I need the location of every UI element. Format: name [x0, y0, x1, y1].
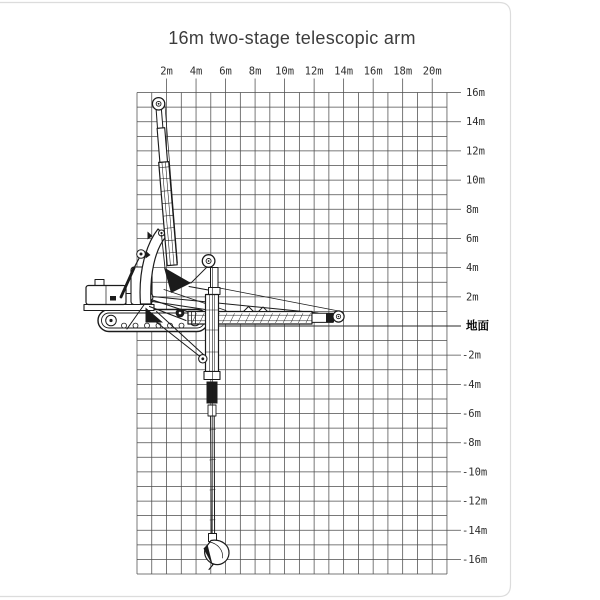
y-axis-label: -12m [461, 495, 488, 508]
engine-vent [110, 296, 116, 301]
y-axis-label: -8m [461, 437, 481, 450]
x-axis-label: 6m [219, 65, 232, 78]
y-axis-label: 10m [465, 174, 485, 187]
x-axis-label: 8m [248, 65, 262, 78]
y-axis-label: 12m [465, 145, 485, 158]
x-axis-label: 18m [393, 65, 413, 78]
y-axis-label: -6m [461, 408, 481, 421]
x-axis-label: 4m [189, 65, 203, 78]
x-axis-label: 10m [275, 65, 295, 78]
boom-raised [121, 229, 166, 304]
y-axis-label: 8m [465, 203, 479, 216]
y-axis-label: -2m [461, 349, 481, 362]
y-axis-label: 14m [465, 116, 485, 129]
page-title: 16m two-stage telescopic arm [168, 28, 416, 48]
y-axis-label: -10m [461, 466, 488, 479]
y-axis-label: 6m [465, 232, 479, 245]
ground-label: 地面 [465, 318, 489, 333]
x-axis-label: 14m [334, 65, 354, 78]
x-axis-label: 20m [422, 65, 442, 78]
excavator-machine [84, 98, 344, 570]
exhaust-stack [95, 280, 104, 286]
x-axis-label: 16m [363, 65, 383, 78]
y-axis-label: 2m [465, 291, 479, 304]
y-axis-label: -4m [461, 378, 481, 391]
y-axis-label: -14m [461, 524, 488, 537]
y-axis-label: 16m [465, 87, 485, 100]
x-axis-label: 12m [304, 65, 324, 78]
y-axis-label: -16m [461, 553, 488, 566]
x-axis-label: 2m [160, 65, 173, 78]
y-axis-label: 4m [465, 262, 479, 275]
